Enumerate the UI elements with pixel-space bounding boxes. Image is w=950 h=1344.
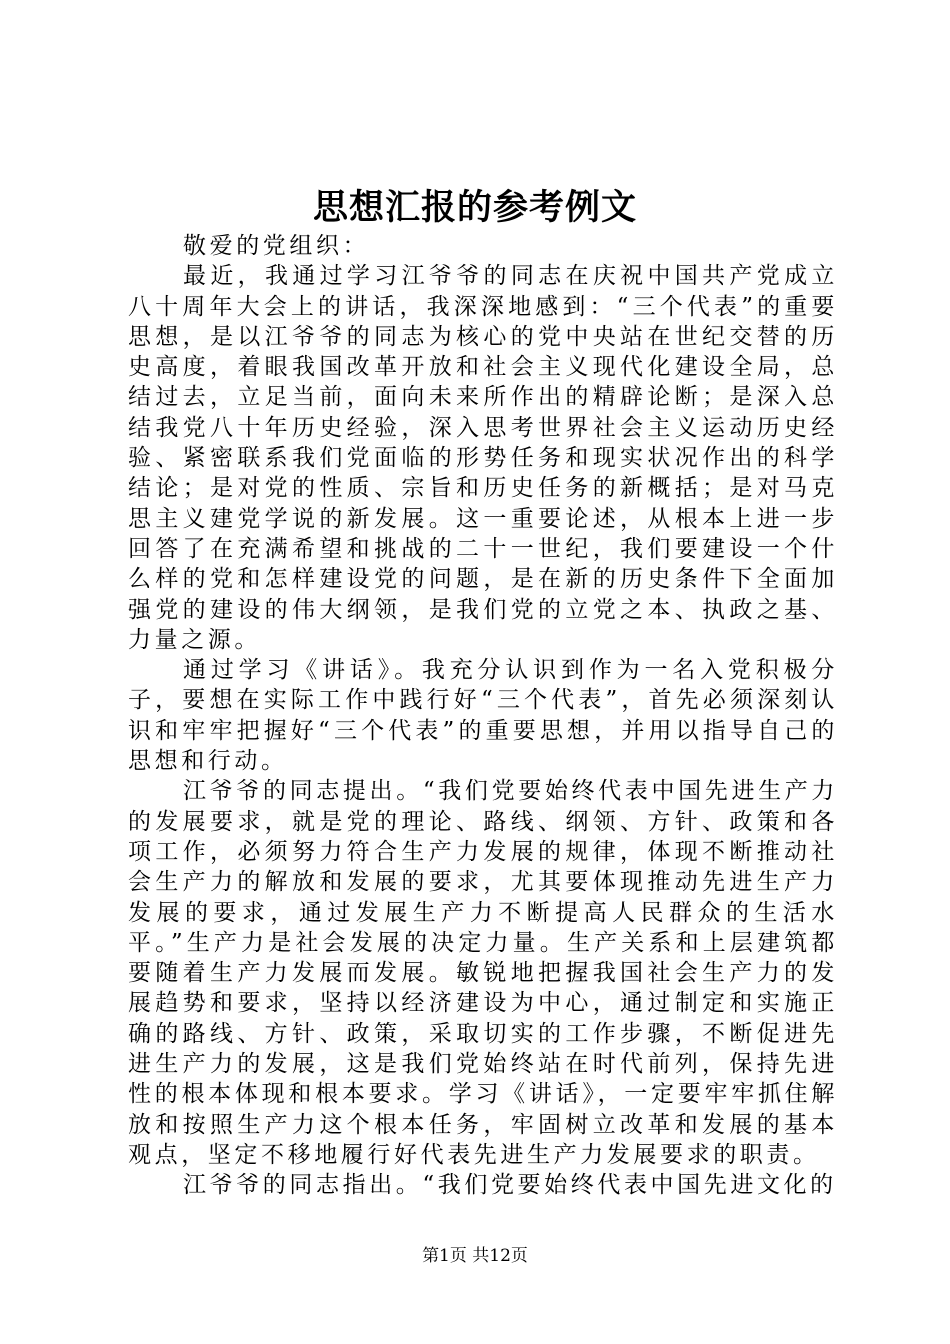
paragraph: 通过学习《讲话》。我充分认识到作为一名入党积极分子，要想在实际工作中践行好“三个代表”，首先必须深刻认识和牢牢把握好“三个代表”的重要思想，并用以指导自己的思想和行动。 <box>128 657 838 775</box>
paragraph: 最近，我通过学习江爷爷的同志在庆祝中国共产党成立八十周年大会上的讲话，我深深地感到：“三个代表”的重要思想，是以江爷爷的同志为核心的党中央站在世纪交替的历史高度，着眼我国改革开放和社会主义现代化建设全局，总结过去，立足当前，面向未来所作出的精辟论断；是深入总结我党八十年历史经验，深入思考世界社会主义运动历史经验、紧密联系我们党面临的形势任务和现实状况作出的科学结论；是对党的性质、宗旨和历史任务的新概括；是对马克思主义建党学说的新发展。这一重要论述，从根本上进一步回答了在充满希望和挑战的二十一世纪，我们要建设一个什么样的党和怎样建设党的问题，是在新的历史条件下全面加强党的建设的伟大纲领，是我们党的立党之本、执政之基、力量之源。 <box>128 263 838 653</box>
paragraph: 江爷爷的同志提出。“我们党要始终代表中国先进生产力的发展要求，就是党的理论、路线、纲领、方针、政策和各项工作，必须努力符合生产力发展的规律，体现不断推动社会生产力的解放和发展的要求，尤其要体现推动先进生产力发展的要求，通过发展生产力不断提高人民群众的生活水平。”生产力是社会发展的决定力量。生产关系和上层建筑都要随着生产力发展而发展。敏锐地把握我国社会生产力的发展趋势和要求，坚持以经济建设为中心，通过制定和实施正确的路线、方针、政策，采取切实的工作步骤，不断促进先进生产力的发展，这是我们党始终站在时代前列，保持先进性的根本体现和根本要求。学习《讲话》，一定要牢牢抓住解放和按照生产力这个根本任务，牢固树立改革和发展的基本观点，坚定不移地履行好代表先进生产力发展要求的职责。 <box>128 778 838 1168</box>
paragraph: 江爷爷的同志指出。“我们党要始终代表中国先进文化的 <box>183 1172 837 1199</box>
document-body <box>128 231 838 1201</box>
document-title: 思想汇报的参考例文 <box>312 187 637 228</box>
page-number-footer: 第1页 共12页 <box>422 1246 528 1266</box>
salutation: 敬爱的党组织： <box>183 233 370 259</box>
